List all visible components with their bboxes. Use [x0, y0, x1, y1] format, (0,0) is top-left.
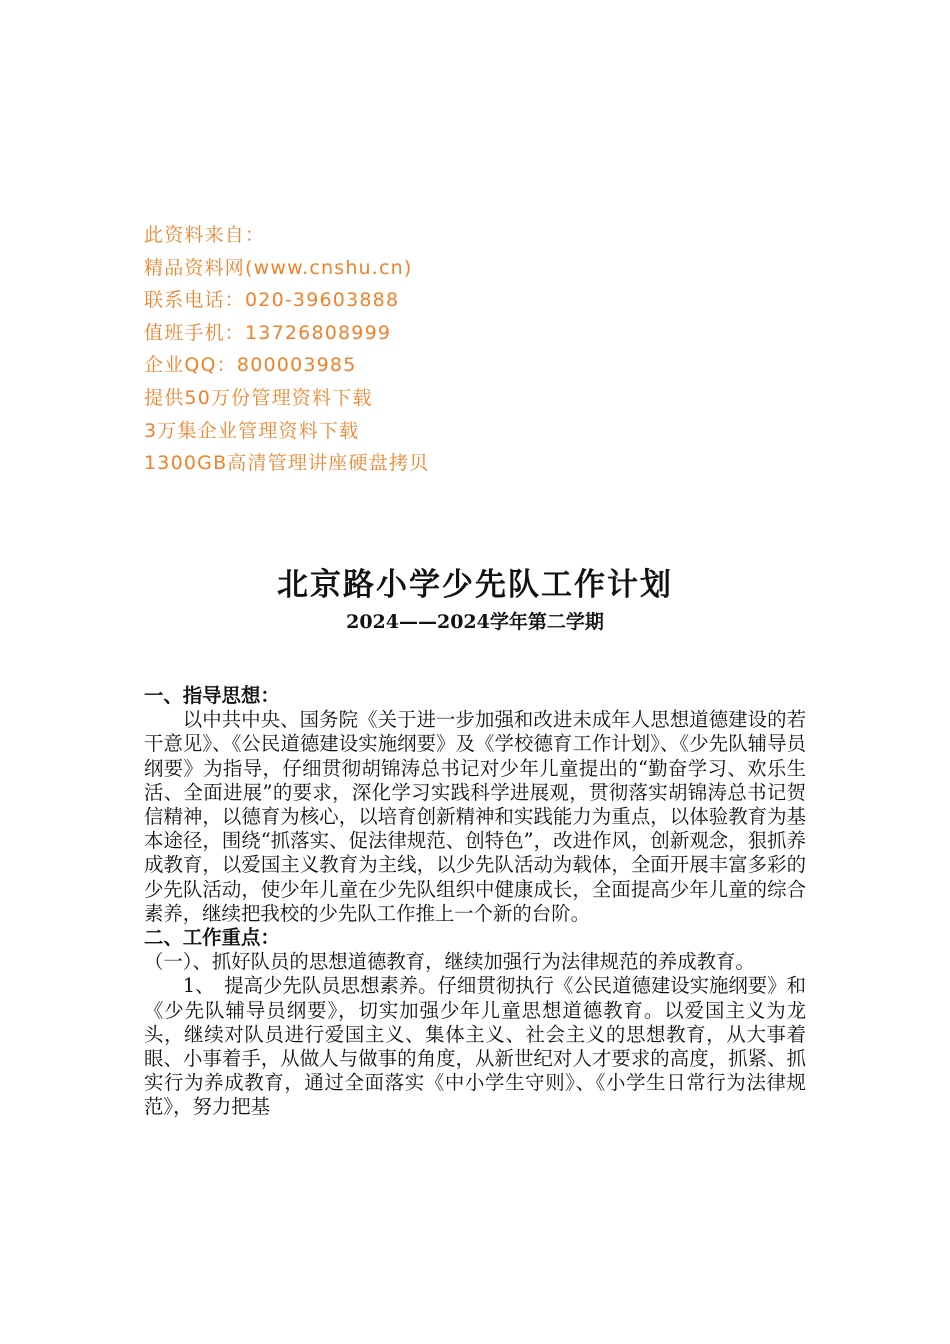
source-label: 此资料来自：	[144, 224, 266, 246]
document-subtitle: 2024——2024学年第二学期	[346, 611, 604, 633]
company-qq: 企业QQ：800003985	[144, 354, 357, 377]
promo-line-videos: 3万集企业管理资料下载	[144, 419, 360, 442]
document-body	[144, 684, 806, 1120]
section-heading-guiding-ideology: 一、指导思想：	[144, 684, 280, 707]
paragraph-guiding-ideology: 以中共中央、国务院《关于进一步加强和改进未成年人思想道德建设的若干意见》、《公民道德建设实施纲要》及《学校德育工作计划》、《少先队辅导员纲要》为指导，仔细贯彻胡锦涛总书记对少年儿童提出的“勤奋学习、欢乐生活、全面进展”的要求，深化学习实践科学进展观，贯彻落实胡锦涛总书记贺信精神，以德育为核心，以培育创新精神和实践能力为重点，以体验教育为基本途径，围绕“抓落实、促法律规范、创特色”，改进作风，创新观念，狠抓养成教育，以爱国主义教育为主线，以少先队活动为载体，全面开展丰富多彩的少先队活动，使少年儿童在少先队组织中健康成长，全面提高少年儿童的综合素养，继续把我校的少先队工作推上一个新的台阶。	[144, 708, 806, 925]
promo-line-lectures: 1300GB高清管理讲座硬盘拷贝	[144, 452, 430, 475]
source-website: 精品资料网(www.cnshu.cn)	[144, 256, 413, 279]
source-info-block	[144, 219, 644, 480]
paragraph-item-1: 1、 提高少先队员思想素养。仔细贯彻执行《公民道德建设实施纲要》和《少先队辅导员纲要》，切实加强少年儿童思想道德教育。以爱国主义为龙头，继续对队员进行爱国主义、集体主义、社会主义的思想教育，从大事着眼、小事着手，从做人与做事的角度，从新世纪对人才要求的高度，抓紧、抓实行为养成教育，通过全面落实《中小学生守则》、《小学生日常行为法律规范》，努力把基	[144, 974, 806, 1119]
duty-mobile: 值班手机：13726808999	[144, 321, 392, 344]
contact-phone: 联系电话：020-39603888	[144, 289, 400, 312]
document-title: 北京路小学少先队工作计划	[277, 567, 673, 603]
subsection-heading-moral-education: （一）、抓好队员的思想道德教育，继续加强行为法律规范的养成教育。	[144, 950, 755, 974]
promo-line-downloads: 提供50万份管理资料下载	[144, 386, 373, 409]
section-heading-work-focus: 二、工作重点：	[144, 926, 280, 950]
